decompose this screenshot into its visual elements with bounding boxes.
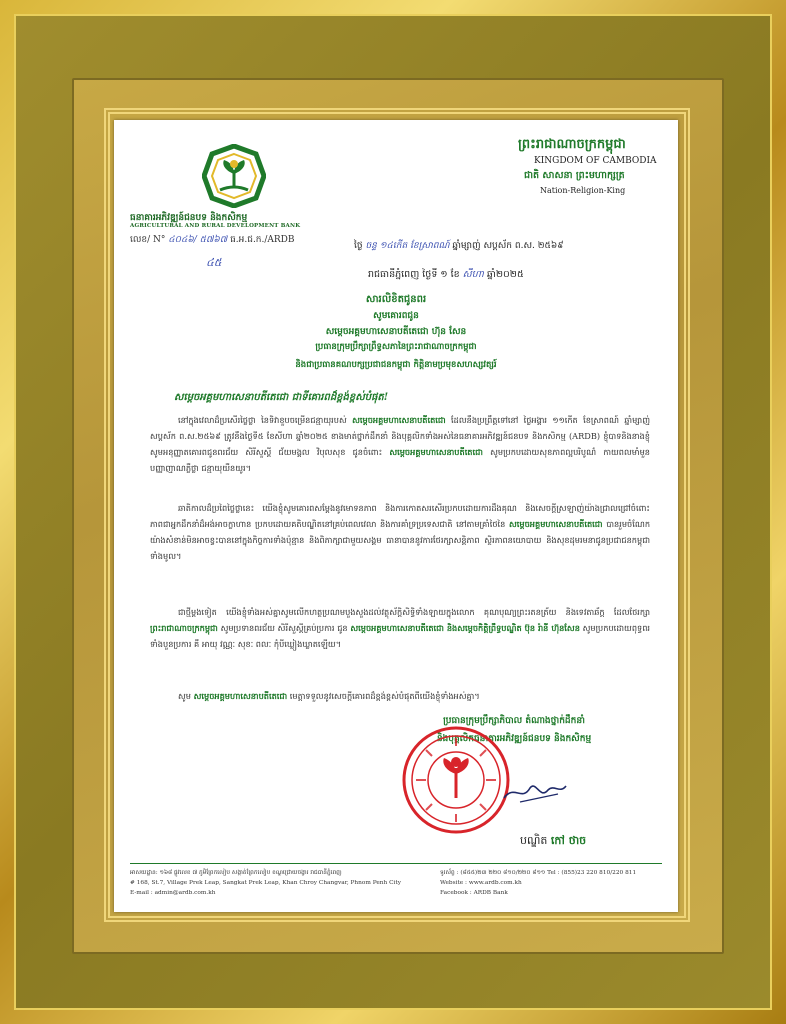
ref-suffix: ធ.អ.ជ.ក./ARDB [230, 235, 295, 245]
salutation: សម្តេចអគ្គមហាសេនាបតីតេជោ ជាទីគោរពដ៏ខ្ពង់ខ្ពស់បំផុត! [174, 392, 389, 403]
ref-label: លេខ/ N° [130, 235, 166, 245]
footer-tel: ទូរស័ព្ទ : (៨៥៥)២៣ ២២០ ៨១០/២២០ ៨១១ Tel : (855)23 220 810/220 811 [440, 870, 637, 876]
addressee-line-2: ប្រធានក្រុមប្រឹក្សាព្រឹទ្ធសភានៃព្រះរាជាណាចក្រកម្ពុជា [315, 342, 477, 352]
bank-name-english: AGRICULTURAL AND RURAL DEVELOPMENT BANK [130, 223, 301, 229]
letter-page [114, 120, 678, 912]
sig-org-line-2: និងបុគ្គលិកធនាគារអភិវឌ្ឍន៍ជនបទ និងកសិកម្ម [436, 734, 592, 744]
kingdom-khmer: ព្រះរាជាណាចក្រកម្ពុជា [518, 137, 626, 152]
p4-name: សម្តេចអគ្គមហាសេនាបតីតេជោ [193, 691, 288, 701]
signatory-name [520, 834, 586, 850]
p3-lead: ជាថ្មីម្តងទៀត យើងខ្ញុំទាំងអស់គ្នាសូមលើកហត្ថប្រណមបួងសួងដល់វត្ថុស័ក្តិសិទ្ធិទាំងឡាយក្នុងលោក គុណបុណ្យព្រះរតនត្រ័យ និងទេវតាឆ័ក្ត ដែលថែរក្សា [178, 607, 650, 617]
paragraph-2 [150, 500, 650, 564]
letter-title: សារលិខិតជូនពរ [365, 294, 427, 305]
respectful-line: សូមគោរពជូន [373, 311, 419, 321]
footer-contact [440, 868, 670, 898]
p1-lead: នៅក្នុងវេលាដ៏ប្រសើរថ្លៃថ្លា នៃទិវាខួបចម្រើនជន្មាយុរបស់ [178, 415, 347, 425]
footer-address [130, 868, 430, 898]
addressee-line-3: និងជាប្រធានគណបក្សប្រជាជនកម្ពុជា កិត្តិនាមប្រមុខសហស្សវត្សរ៍ [295, 360, 497, 370]
solar-handwritten: សីហា [462, 269, 484, 280]
footer-divider [130, 863, 662, 864]
reference-number [130, 234, 295, 247]
p1-end: សូមប្រកបដោយសុខភាពល្អបរិបូណ៌ កាយពលមាំមួន បញ្ញាញាណភ្លឺថ្លា ជន្មាយុយឺនយូរ។ [150, 447, 650, 473]
lunar-date [354, 240, 664, 253]
p3-name: ព្រះរាជាណាចក្រកម្ពុជា [150, 623, 218, 633]
paragraph-4 [150, 688, 650, 704]
bank-name-khmer: ធនាគារអភិវឌ្ឍន៍ជនបទ និងកសិកម្ម [130, 213, 248, 223]
footer-facebook: Facebook : ARDB Bank [440, 890, 508, 896]
sig-org-line-1: ប្រធានក្រុមប្រឹក្សាភិបាល តំណាងថ្នាក់ដឹកនាំ [443, 716, 585, 726]
signatory-title: បណ្ឌិត [520, 834, 548, 847]
signatory-fullname: កៅ ថាច [550, 834, 587, 847]
ardb-logo [202, 144, 266, 208]
p3-end: សូមប្រកបដោយពុទ្ធពរ ទាំងបួនប្រការ គឺ អាយុ វណ្ណៈ សុខៈ ពលៈ កុំបីឃ្លៀងឃ្លាតឡើយ។ [150, 623, 651, 649]
handwritten-count: ៤៥ [206, 256, 222, 269]
p2-rest: បានរួមចំណែកយ៉ាងសំខាន់មិនអាចខ្វះបាននៅក្នុងកិច្ចការទាំងប៉ុន្មាន និងពិភាក្សាជាមួយសង្គម ធានាបាននូវការថែរក្សាសន្តិភាព ស្ថិរភាពនយោបាយ និងសុខដុមរមនាជូនប្រជាជនកម្ពុជាទាំងមូល។ [150, 519, 651, 561]
p2-lead: ឆាតិកាលដ៏ប្រពៃថ្លៃថ្លានេះ យើងខ្ញុំសូមគោរពសម្តែងនូវមោទនភាព និងការកោតសរសើរប្រកបដោយការដឹងគុណ និងសេចក្តីស្រឡាញ់យ៉ាងជ្រាលជ្រៅចំពោះភាពជាអ្នកដឹកនាំដ៏អង់អាចក្លាហាន ប្រកបដោយគតិបណ្ឌិតនៅគ្រប់ពេលវេលា និងការគាំទ្រប្រទេសជាតិ នៅតាមគ្រាំថៃនៃ [150, 503, 650, 529]
p4-lead: សូម [178, 691, 191, 701]
p1-name: សម្តេចអគ្គមហាសេនាបតីតេជោ [352, 415, 446, 425]
lunar-suffix: ឆ្នាំម្សាញ់ សប្តស័ក ព.ស. ២៥៦៩ [452, 241, 564, 251]
lunar-handwritten: ចន្ទ ១៤កើត ខែស្រាពណ៍ [365, 241, 450, 251]
motto-khmer: ជាតិ សាសនា ព្រះមហាក្សត្រ [524, 170, 625, 181]
solar-suffix: ឆ្នាំ២០២៥ [486, 269, 524, 280]
motto-english: Nation-Religion-King [540, 186, 626, 195]
footer-address-en: # 168, St.7, Village Prek Leap, Sangkat Prek Leap, Khan Chroy Changvar, Phnom Penh City [130, 880, 401, 886]
p1-name2: សម្តេចអគ្គមហាសេនាបតីតេជោ [389, 447, 483, 457]
p2-name: សម្តេចអគ្គមហាសេនាបតីតេជោ [509, 519, 603, 529]
footer-website: Website : www.ardb.com.kh [440, 880, 522, 886]
ref-handwritten: ៤០៤៦/ ៥៧៦៧ [168, 235, 228, 245]
solar-prefix: រាជធានីភ្នំពេញ ថ្ងៃទី ១ ខែ [368, 269, 460, 280]
paragraph-3 [150, 604, 650, 652]
solar-date [368, 268, 524, 282]
official-seal-stamp [400, 724, 512, 836]
kingdom-english: KINGDOM OF CAMBODIA [534, 156, 657, 166]
footer-email: E-mail : admin@ardb.com.kh [130, 890, 216, 896]
footer-address-kh: អាសយដ្ឋាន: ១៦៨ ផ្លូវលេខ ៧ ភូមិព្រែកលៀប សង្កាត់ព្រែកលៀប ខណ្ឌជ្រោយចង្វារ រាជធានីភ្នំពេញ [130, 870, 342, 876]
p4-rest: មេត្តាទទួលនូវសេចក្តីគោរពដ៏ខ្ពង់ខ្ពស់បំផុតពីយើងខ្ញុំទាំងអស់គ្នា។ [289, 691, 480, 701]
addressee-line-1: សម្តេចអគ្គមហាសេនាបតីតេជោ ហ៊ុន សែន [325, 327, 467, 337]
lunar-prefix: ថ្ងៃ [354, 241, 363, 251]
p1-rest: ដែលនឹងប្រព្រឹត្តទៅនៅ ថ្ងៃអង្គារ ១១កើត ខែស្រាពណ៍ ឆ្នាំម្សាញ់ សប្តស័ក ព.ស.២៥៦៩ ត្រូវនឹងថ្ងៃទី៥ ខែសីហា ឆ្នាំ២០២៥ ខាងមាត់ថ្នាក់ដឹកនាំ និងបុគ្គលិកទាំងអស់នៃធនាគារអភិវឌ្ឍន៍ជនបទ និងកសិកម្ម (ARDB) ខ្ញុំបាទនិងនាងខ្ញុំ សូមអនុញ្ញាតគោរពជូនពរជ័យ សិរីសួស្តី ជ័យមង្គល វិបុលសុខ ជូនចំពោះ [150, 415, 650, 457]
paragraph-1 [150, 412, 650, 476]
p3-mid: សូមប្រទានពរជ័យ សិរីសួស្តីគ្រប់ប្រការ ជូន [220, 623, 348, 633]
handwritten-signature [500, 776, 570, 806]
p3-name2: សម្តេចអគ្គមហាសេនាបតីតេជោ និងសម្តេចកិត្តិព្រឹទ្ធបណ្ឌិត ប៊ុន រ៉ានី ហ៊ុនសែន [350, 623, 580, 633]
